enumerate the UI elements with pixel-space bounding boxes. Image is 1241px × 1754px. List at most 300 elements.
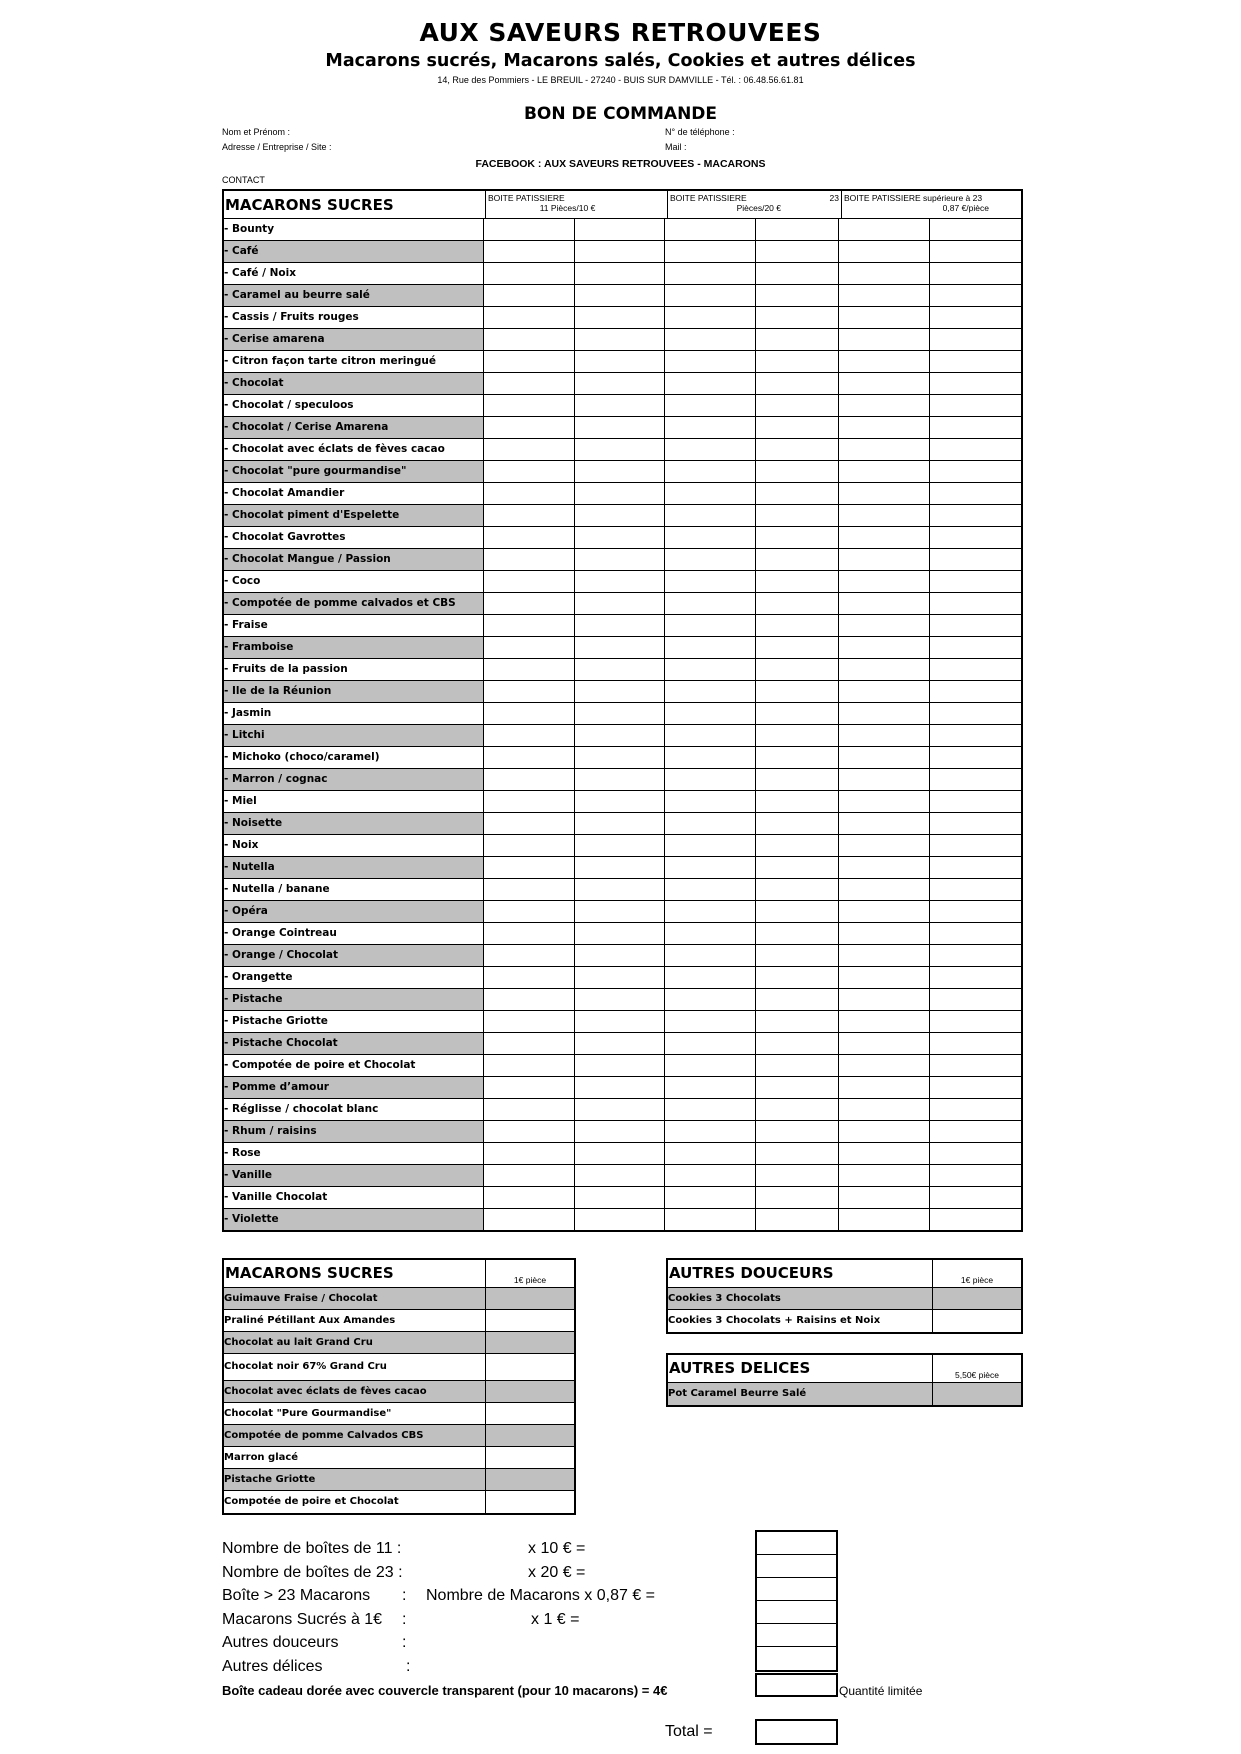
qty-box23-b[interactable] (756, 1011, 839, 1032)
qty-box11-a[interactable] (484, 813, 575, 834)
quantity-field[interactable] (486, 1403, 574, 1424)
qty-box23-a[interactable] (665, 461, 756, 482)
qty-box11-a[interactable] (484, 285, 575, 306)
qty-box11-a[interactable] (484, 549, 575, 570)
qty-box23-a[interactable] (665, 901, 756, 922)
qty-over23-b[interactable] (930, 417, 1021, 438)
qty-box11-b[interactable] (575, 637, 666, 658)
qty-over23-a[interactable] (839, 263, 930, 284)
qty-box23-a[interactable] (665, 593, 756, 614)
qty-box23-b[interactable] (756, 527, 839, 548)
qty-over23-b[interactable] (930, 439, 1021, 460)
qty-box11-b[interactable] (575, 549, 666, 570)
qty-box11-b[interactable] (575, 1077, 666, 1098)
qty-box23-a[interactable] (665, 659, 756, 680)
qty-over23-a[interactable] (839, 241, 930, 262)
qty-box11-a[interactable] (484, 417, 575, 438)
qty-box23-b[interactable] (756, 769, 839, 790)
qty-over23-b[interactable] (930, 593, 1021, 614)
table-row (222, 615, 1023, 637)
qty-box11-a[interactable] (484, 307, 575, 328)
qty-box23-b[interactable] (756, 1099, 839, 1120)
qty-box11-b[interactable] (575, 681, 666, 702)
qty-box11-b[interactable] (575, 879, 666, 900)
qty-over23-b[interactable] (930, 1187, 1021, 1208)
quantity-field[interactable] (486, 1310, 574, 1331)
qty-box11-b[interactable] (575, 505, 666, 526)
qty-over23-b[interactable] (930, 637, 1021, 658)
qty-over23-b[interactable] (930, 1077, 1021, 1098)
qty-box23-b[interactable] (756, 1165, 839, 1186)
qty-box11-b[interactable] (575, 901, 666, 922)
qty-box23-b[interactable] (756, 351, 839, 372)
qty-box23-b[interactable] (756, 329, 839, 350)
qty-box23-a[interactable] (665, 505, 756, 526)
qty-box11-b[interactable] (575, 967, 666, 988)
qty-box23-a[interactable] (665, 417, 756, 438)
qty-over23-b[interactable] (930, 1055, 1021, 1076)
qty-over23-b[interactable] (930, 967, 1021, 988)
quantity-field[interactable] (933, 1288, 1021, 1309)
qty-box11-a[interactable] (484, 219, 575, 240)
qty-box23-b[interactable] (756, 1033, 839, 1054)
qty-over23-a[interactable] (839, 901, 930, 922)
qty-box23-a[interactable] (665, 637, 756, 658)
qty-over23-a[interactable] (839, 307, 930, 328)
qty-over23-b[interactable] (930, 329, 1021, 350)
qty-box11-a[interactable] (484, 1209, 575, 1230)
total-input-douceurs[interactable] (757, 1624, 836, 1647)
qty-box23-a[interactable] (665, 791, 756, 812)
total-input-1e[interactable] (757, 1601, 836, 1624)
qty-over23-b[interactable] (930, 549, 1021, 570)
qty-box23-b[interactable] (756, 901, 839, 922)
qty-box23-b[interactable] (756, 417, 839, 438)
qty-box23-b[interactable] (756, 637, 839, 658)
qty-over23-a[interactable] (839, 923, 930, 944)
qty-over23-a[interactable] (839, 1121, 930, 1142)
qty-over23-a[interactable] (839, 967, 930, 988)
qty-over23-a[interactable] (839, 219, 930, 240)
qty-box23-a[interactable] (665, 879, 756, 900)
qty-box23-b[interactable] (756, 483, 839, 504)
qty-box11-a[interactable] (484, 329, 575, 350)
qty-box23-a[interactable] (665, 703, 756, 724)
qty-over23-b[interactable] (930, 879, 1021, 900)
qty-box11-a[interactable] (484, 351, 575, 372)
qty-box11-b[interactable] (575, 329, 666, 350)
qty-box11-b[interactable] (575, 527, 666, 548)
qty-box11-a[interactable] (484, 945, 575, 966)
qty-box23-a[interactable] (665, 1209, 756, 1230)
qty-box23-b[interactable] (756, 285, 839, 306)
qty-over23-a[interactable] (839, 1033, 930, 1054)
qty-box23-a[interactable] (665, 967, 756, 988)
qty-over23-a[interactable] (839, 1165, 930, 1186)
qty-box23-a[interactable] (665, 681, 756, 702)
qty-over23-b[interactable] (930, 395, 1021, 416)
qty-box11-a[interactable] (484, 373, 575, 394)
qty-box11-a[interactable] (484, 1055, 575, 1076)
qty-box11-b[interactable] (575, 1121, 666, 1142)
qty-box23-a[interactable] (665, 329, 756, 350)
qty-box23-a[interactable] (665, 945, 756, 966)
qty-box23-a[interactable] (665, 1099, 756, 1120)
qty-over23-b[interactable] (930, 659, 1021, 680)
qty-over23-b[interactable] (930, 923, 1021, 944)
qty-over23-a[interactable] (839, 615, 930, 636)
qty-box23-b[interactable] (756, 1187, 839, 1208)
quantity-field[interactable] (486, 1354, 574, 1380)
qty-box11-b[interactable] (575, 395, 666, 416)
qty-box23-a[interactable] (665, 615, 756, 636)
qty-over23-b[interactable] (930, 945, 1021, 966)
qty-box11-b[interactable] (575, 857, 666, 878)
qty-box11-a[interactable] (484, 923, 575, 944)
qty-box23-a[interactable] (665, 1077, 756, 1098)
qty-box23-a[interactable] (665, 241, 756, 262)
qty-box11-a[interactable] (484, 989, 575, 1010)
total-input-over23[interactable] (757, 1578, 836, 1601)
total-input-delices[interactable] (757, 1647, 836, 1670)
qty-over23-a[interactable] (839, 835, 930, 856)
qty-box11-a[interactable] (484, 659, 575, 680)
qty-box11-a[interactable] (484, 857, 575, 878)
qty-box23-b[interactable] (756, 439, 839, 460)
qty-box11-b[interactable] (575, 351, 666, 372)
qty-box23-b[interactable] (756, 219, 839, 240)
qty-over23-a[interactable] (839, 769, 930, 790)
qty-box23-a[interactable] (665, 1033, 756, 1054)
qty-box23-b[interactable] (756, 725, 839, 746)
qty-box23-b[interactable] (756, 945, 839, 966)
qty-box23-a[interactable] (665, 923, 756, 944)
qty-box23-a[interactable] (665, 1143, 756, 1164)
qty-box23-b[interactable] (756, 835, 839, 856)
qty-over23-b[interactable] (930, 725, 1021, 746)
qty-over23-a[interactable] (839, 329, 930, 350)
qty-box11-b[interactable] (575, 1209, 666, 1230)
qty-over23-b[interactable] (930, 857, 1021, 878)
qty-over23-a[interactable] (839, 1099, 930, 1120)
qty-over23-a[interactable] (839, 791, 930, 812)
qty-box11-a[interactable] (484, 1143, 575, 1164)
qty-box11-a[interactable] (484, 1165, 575, 1186)
qty-box11-a[interactable] (484, 1099, 575, 1120)
qty-over23-b[interactable] (930, 1011, 1021, 1032)
qty-box23-a[interactable] (665, 1011, 756, 1032)
qty-over23-a[interactable] (839, 681, 930, 702)
qty-box11-a[interactable] (484, 901, 575, 922)
qty-box23-b[interactable] (756, 1143, 839, 1164)
qty-box23-a[interactable] (665, 989, 756, 1010)
qty-box23-a[interactable] (665, 835, 756, 856)
qty-box11-a[interactable] (484, 1011, 575, 1032)
quantity-field[interactable] (933, 1383, 1021, 1405)
qty-box11-b[interactable] (575, 769, 666, 790)
qty-over23-a[interactable] (839, 285, 930, 306)
qty-over23-a[interactable] (839, 1055, 930, 1076)
qty-over23-a[interactable] (839, 373, 930, 394)
qty-box11-b[interactable] (575, 1165, 666, 1186)
qty-box11-b[interactable] (575, 1055, 666, 1076)
qty-over23-a[interactable] (839, 659, 930, 680)
quantity-field[interactable] (486, 1425, 574, 1446)
qty-box11-a[interactable] (484, 615, 575, 636)
qty-box23-b[interactable] (756, 791, 839, 812)
qty-box11-a[interactable] (484, 835, 575, 856)
qty-over23-b[interactable] (930, 219, 1021, 240)
qty-box23-a[interactable] (665, 857, 756, 878)
qty-over23-a[interactable] (839, 571, 930, 592)
qty-box11-a[interactable] (484, 769, 575, 790)
qty-over23-a[interactable] (839, 989, 930, 1010)
qty-box11-a[interactable] (484, 1077, 575, 1098)
qty-box23-b[interactable] (756, 703, 839, 724)
qty-box23-a[interactable] (665, 439, 756, 460)
qty-over23-b[interactable] (930, 351, 1021, 372)
qty-over23-b[interactable] (930, 373, 1021, 394)
qty-over23-b[interactable] (930, 1143, 1021, 1164)
qty-box23-b[interactable] (756, 1077, 839, 1098)
qty-box23-a[interactable] (665, 263, 756, 284)
qty-over23-b[interactable] (930, 1099, 1021, 1120)
qty-box23-b[interactable] (756, 989, 839, 1010)
qty-over23-a[interactable] (839, 1077, 930, 1098)
qty-box23-b[interactable] (756, 1121, 839, 1142)
qty-box23-b[interactable] (756, 923, 839, 944)
qty-over23-a[interactable] (839, 439, 930, 460)
qty-box11-b[interactable] (575, 1011, 666, 1032)
total-input-11[interactable] (757, 1532, 836, 1555)
quantity-field[interactable] (933, 1310, 1021, 1332)
qty-box23-b[interactable] (756, 395, 839, 416)
qty-box11-a[interactable] (484, 967, 575, 988)
quantity-field[interactable] (486, 1381, 574, 1402)
qty-over23-a[interactable] (839, 1187, 930, 1208)
qty-box23-a[interactable] (665, 1165, 756, 1186)
qty-over23-a[interactable] (839, 1143, 930, 1164)
qty-over23-b[interactable] (930, 527, 1021, 548)
qty-box11-a[interactable] (484, 461, 575, 482)
qty-box23-a[interactable] (665, 527, 756, 548)
qty-box23-b[interactable] (756, 1209, 839, 1230)
qty-box11-b[interactable] (575, 659, 666, 680)
qty-box11-b[interactable] (575, 571, 666, 592)
qty-box11-b[interactable] (575, 461, 666, 482)
qty-over23-b[interactable] (930, 241, 1021, 262)
qty-box11-b[interactable] (575, 747, 666, 768)
qty-over23-a[interactable] (839, 505, 930, 526)
qty-box11-a[interactable] (484, 725, 575, 746)
qty-box23-b[interactable] (756, 659, 839, 680)
quantity-field[interactable] (486, 1288, 574, 1309)
qty-box23-b[interactable] (756, 1055, 839, 1076)
qty-box23-a[interactable] (665, 483, 756, 504)
qty-box23-b[interactable] (756, 263, 839, 284)
gift-box-input[interactable] (755, 1673, 838, 1697)
qty-over23-a[interactable] (839, 703, 930, 724)
qty-box23-a[interactable] (665, 769, 756, 790)
douceurs-title: AUTRES DOUCEURS (668, 1260, 933, 1287)
qty-box11-b[interactable] (575, 373, 666, 394)
qty-box23-a[interactable] (665, 747, 756, 768)
qty-over23-a[interactable] (839, 857, 930, 878)
qty-box11-a[interactable] (484, 571, 575, 592)
qty-box11-b[interactable] (575, 1033, 666, 1054)
qty-box23-b[interactable] (756, 549, 839, 570)
qty-over23-b[interactable] (930, 703, 1021, 724)
qty-box11-b[interactable] (575, 241, 666, 262)
qty-over23-a[interactable] (839, 813, 930, 834)
qty-over23-a[interactable] (839, 1011, 930, 1032)
qty-over23-a[interactable] (839, 549, 930, 570)
qty-box23-b[interactable] (756, 571, 839, 592)
qty-box23-a[interactable] (665, 395, 756, 416)
qty-over23-a[interactable] (839, 593, 930, 614)
quantity-field[interactable] (486, 1469, 574, 1490)
qty-over23-a[interactable] (839, 637, 930, 658)
qty-box23-b[interactable] (756, 615, 839, 636)
qty-box11-b[interactable] (575, 593, 666, 614)
qty-box11-a[interactable] (484, 527, 575, 548)
qty-box11-b[interactable] (575, 725, 666, 746)
qty-over23-b[interactable] (930, 791, 1021, 812)
qty-box11-b[interactable] (575, 483, 666, 504)
qty-box11-b[interactable] (575, 1187, 666, 1208)
qty-box11-b[interactable] (575, 307, 666, 328)
qty-box11-a[interactable] (484, 703, 575, 724)
qty-box23-a[interactable] (665, 1121, 756, 1142)
qty-over23-a[interactable] (839, 747, 930, 768)
qty-box23-b[interactable] (756, 681, 839, 702)
qty-over23-b[interactable] (930, 747, 1021, 768)
quantity-field[interactable] (486, 1447, 574, 1468)
qty-box11-a[interactable] (484, 505, 575, 526)
quantity-field[interactable] (486, 1491, 574, 1513)
qty-box11-a[interactable] (484, 241, 575, 262)
qty-box11-a[interactable] (484, 1121, 575, 1142)
qty-box11-b[interactable] (575, 945, 666, 966)
qty-box23-a[interactable] (665, 285, 756, 306)
qty-box23-b[interactable] (756, 505, 839, 526)
qty-box11-a[interactable] (484, 263, 575, 284)
qty-over23-a[interactable] (839, 483, 930, 504)
qty-box23-b[interactable] (756, 593, 839, 614)
qty-over23-b[interactable] (930, 285, 1021, 306)
qty-box11-b[interactable] (575, 417, 666, 438)
qty-box11-b[interactable] (575, 1143, 666, 1164)
qty-box11-a[interactable] (484, 791, 575, 812)
qty-over23-b[interactable] (930, 263, 1021, 284)
qty-box11-a[interactable] (484, 681, 575, 702)
qty-box11-a[interactable] (484, 593, 575, 614)
qty-box23-b[interactable] (756, 879, 839, 900)
flavor-name: - Vanille (224, 1165, 484, 1186)
qty-over23-b[interactable] (930, 1033, 1021, 1054)
qty-box11-a[interactable] (484, 879, 575, 900)
qty-box23-b[interactable] (756, 307, 839, 328)
qty-over23-a[interactable] (839, 351, 930, 372)
qty-box11-b[interactable] (575, 263, 666, 284)
qty-over23-b[interactable] (930, 461, 1021, 482)
qty-over23-b[interactable] (930, 681, 1021, 702)
qty-box23-a[interactable] (665, 1187, 756, 1208)
grand-total-input[interactable] (755, 1719, 838, 1745)
qty-over23-a[interactable] (839, 1209, 930, 1230)
qty-over23-b[interactable] (930, 769, 1021, 790)
qty-over23-b[interactable] (930, 901, 1021, 922)
qty-over23-a[interactable] (839, 527, 930, 548)
qty-box11-b[interactable] (575, 989, 666, 1010)
qty-box23-b[interactable] (756, 813, 839, 834)
qty-box11-b[interactable] (575, 923, 666, 944)
qty-box11-b[interactable] (575, 285, 666, 306)
qty-box11-a[interactable] (484, 483, 575, 504)
qty-box23-a[interactable] (665, 725, 756, 746)
qty-over23-b[interactable] (930, 615, 1021, 636)
qty-box23-a[interactable] (665, 571, 756, 592)
qty-over23-b[interactable] (930, 1165, 1021, 1186)
qty-box11-b[interactable] (575, 703, 666, 724)
qty-over23-b[interactable] (930, 571, 1021, 592)
qty-box11-a[interactable] (484, 747, 575, 768)
qty-box11-a[interactable] (484, 439, 575, 460)
qty-box23-b[interactable] (756, 373, 839, 394)
qty-over23-a[interactable] (839, 879, 930, 900)
qty-box11-b[interactable] (575, 615, 666, 636)
qty-box23-b[interactable] (756, 857, 839, 878)
qty-over23-b[interactable] (930, 813, 1021, 834)
qty-over23-b[interactable] (930, 835, 1021, 856)
qty-box11-b[interactable] (575, 219, 666, 240)
qty-over23-b[interactable] (930, 505, 1021, 526)
qty-over23-b[interactable] (930, 483, 1021, 504)
qty-box23-b[interactable] (756, 461, 839, 482)
qty-box23-a[interactable] (665, 373, 756, 394)
qty-box23-a[interactable] (665, 351, 756, 372)
qty-over23-b[interactable] (930, 1121, 1021, 1142)
qty-box11-b[interactable] (575, 439, 666, 460)
qty-over23-b[interactable] (930, 989, 1021, 1010)
qty-over23-a[interactable] (839, 395, 930, 416)
qty-over23-a[interactable] (839, 417, 930, 438)
qty-box23-a[interactable] (665, 813, 756, 834)
qty-box11-a[interactable] (484, 1187, 575, 1208)
qty-box11-b[interactable] (575, 1099, 666, 1120)
qty-over23-a[interactable] (839, 945, 930, 966)
qty-box23-b[interactable] (756, 747, 839, 768)
qty-box11-a[interactable] (484, 637, 575, 658)
qty-box11-a[interactable] (484, 1033, 575, 1054)
quantity-field[interactable] (486, 1332, 574, 1353)
qty-box23-a[interactable] (665, 219, 756, 240)
qty-over23-b[interactable] (930, 1209, 1021, 1230)
qty-box11-a[interactable] (484, 395, 575, 416)
qty-box11-b[interactable] (575, 791, 666, 812)
qty-box23-a[interactable] (665, 1055, 756, 1076)
qty-over23-a[interactable] (839, 461, 930, 482)
qty-over23-b[interactable] (930, 307, 1021, 328)
qty-box23-b[interactable] (756, 241, 839, 262)
qty-box11-b[interactable] (575, 835, 666, 856)
qty-over23-a[interactable] (839, 725, 930, 746)
qty-box23-a[interactable] (665, 549, 756, 570)
total-input-23[interactable] (757, 1555, 836, 1578)
qty-box23-a[interactable] (665, 307, 756, 328)
qty-box23-b[interactable] (756, 967, 839, 988)
qty-box11-b[interactable] (575, 813, 666, 834)
